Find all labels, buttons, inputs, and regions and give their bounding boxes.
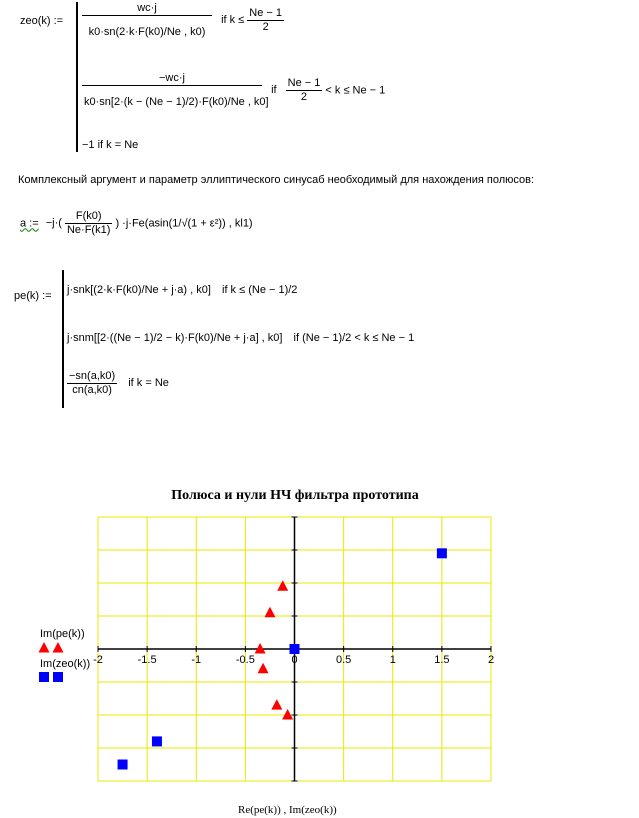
- zeo-case-3[interactable]: −1 if k = Ne: [82, 139, 139, 151]
- pole-marker: [277, 580, 288, 591]
- zero-marker: [118, 760, 128, 770]
- tick-labels: [93, 654, 494, 666]
- pole-marker: [271, 699, 282, 710]
- legend-label-zeros: Im(zeo(k)): [40, 658, 91, 670]
- data-points: [118, 548, 450, 769]
- zeo-case2-numerator: −wc·j: [159, 72, 185, 84]
- zeo-case1-cond-num: Ne − 1: [249, 7, 282, 19]
- pe-case2-expression: j·snm[[2·((Ne − 1)/2 − k)·F(k0)/Ne + j·a] , k0]: [67, 332, 283, 344]
- pe-case3-numerator: −sn(a,k0): [69, 370, 116, 382]
- zeo-case2-cond-den: 2: [286, 90, 323, 104]
- legend-label-poles: Im(pe(k)): [40, 628, 85, 640]
- description-text: Комплексный аргумент и параметр эллиптического синусаб необходимый для нахождения полюсов:: [18, 174, 535, 186]
- zeo-case1-denominator: k0·sn(2·k·F(k0)/Ne , k0): [82, 15, 212, 39]
- x-tick-label: 1: [389, 654, 396, 666]
- pe-case3-denominator: cn(a,k0): [67, 383, 117, 397]
- zero-marker: [152, 736, 162, 746]
- zero-marker: [437, 548, 447, 558]
- pole-marker: [282, 709, 293, 720]
- a-definition-lhs: a :=: [20, 217, 39, 230]
- a-frac-denominator: Ne·F(k1): [66, 224, 111, 236]
- pe-case3-condition: if k = Ne: [128, 377, 169, 390]
- pe-case-1[interactable]: [67, 284, 297, 297]
- zeo-case1-condition: if k ≤: [221, 14, 245, 27]
- zeo-case2-cond-num: Ne − 1: [287, 77, 321, 89]
- zero-marker: [290, 644, 300, 654]
- pole-marker: [264, 607, 275, 618]
- chart-title: Полюса и нули НЧ фильтра прототипа: [171, 488, 419, 503]
- x-tick-label: 1.5: [434, 654, 450, 666]
- legend-marker-poles: [53, 642, 64, 653]
- legend-marker-poles: [39, 642, 50, 653]
- zeo-case1-numerator: wc·j: [137, 2, 157, 14]
- scatter-plot[interactable]: [0, 505, 639, 795]
- zeo-brace: [76, 2, 78, 152]
- x-tick-label: 2: [487, 654, 495, 666]
- zeo-definition-label: zeo(k) :=: [20, 15, 64, 27]
- legend: [39, 628, 91, 682]
- zeo-case2-condition: < k ≤ Ne − 1: [325, 84, 386, 97]
- x-tick-label: 0.5: [335, 654, 352, 666]
- pe-case1-condition: if k ≤ (Ne − 1)/2: [222, 284, 298, 296]
- x-tick-label: -2: [93, 654, 103, 666]
- a-definition-rest: ·j·Fe(asin(1/√(1 + ε²)) , kl1): [122, 217, 253, 230]
- pole-marker: [258, 663, 269, 674]
- pe-case1-expression: j·snk[(2·k·F(k0)/Ne + j·a) , k0]: [67, 284, 211, 296]
- x-tick-label: -1: [191, 654, 202, 666]
- zeo-case2-denominator: k0·sn[2·(k − (Ne − 1)/2)·F(k0)/Ne , k0]: [82, 85, 262, 109]
- legend-marker-zeros: [39, 672, 49, 682]
- a-definition[interactable]: a := −j·( $\frac{F(k0)}{Ne\cdot F(k1)}$ ) ·j·Fe(asin(1/√(1 + ε²)) , kl1): [20, 210, 253, 236]
- legend-marker-zeros: [53, 672, 63, 682]
- x-tick-label: -0.5: [235, 654, 255, 666]
- a-frac-numerator: F(k0): [75, 210, 102, 222]
- pe-brace: [62, 270, 64, 408]
- zeo-case-1[interactable]: [82, 2, 284, 39]
- x-tick-label: 0: [291, 654, 298, 666]
- pe-case2-condition: if (Ne − 1)/2 < k ≤ Ne − 1: [293, 332, 415, 344]
- zeo-case1-cond-den: 2: [247, 20, 284, 34]
- x-tick-label: -1.5: [137, 654, 157, 666]
- pe-definition-label: pe(k) :=: [14, 290, 52, 302]
- zeo-case2-if: if: [271, 84, 277, 97]
- x-axis-label: Re(pe(k)) , Im(zeo(k)): [238, 804, 337, 816]
- zeo-case-2[interactable]: [82, 72, 385, 109]
- pe-case-2[interactable]: [67, 332, 414, 345]
- pe-case-3[interactable]: [67, 370, 169, 397]
